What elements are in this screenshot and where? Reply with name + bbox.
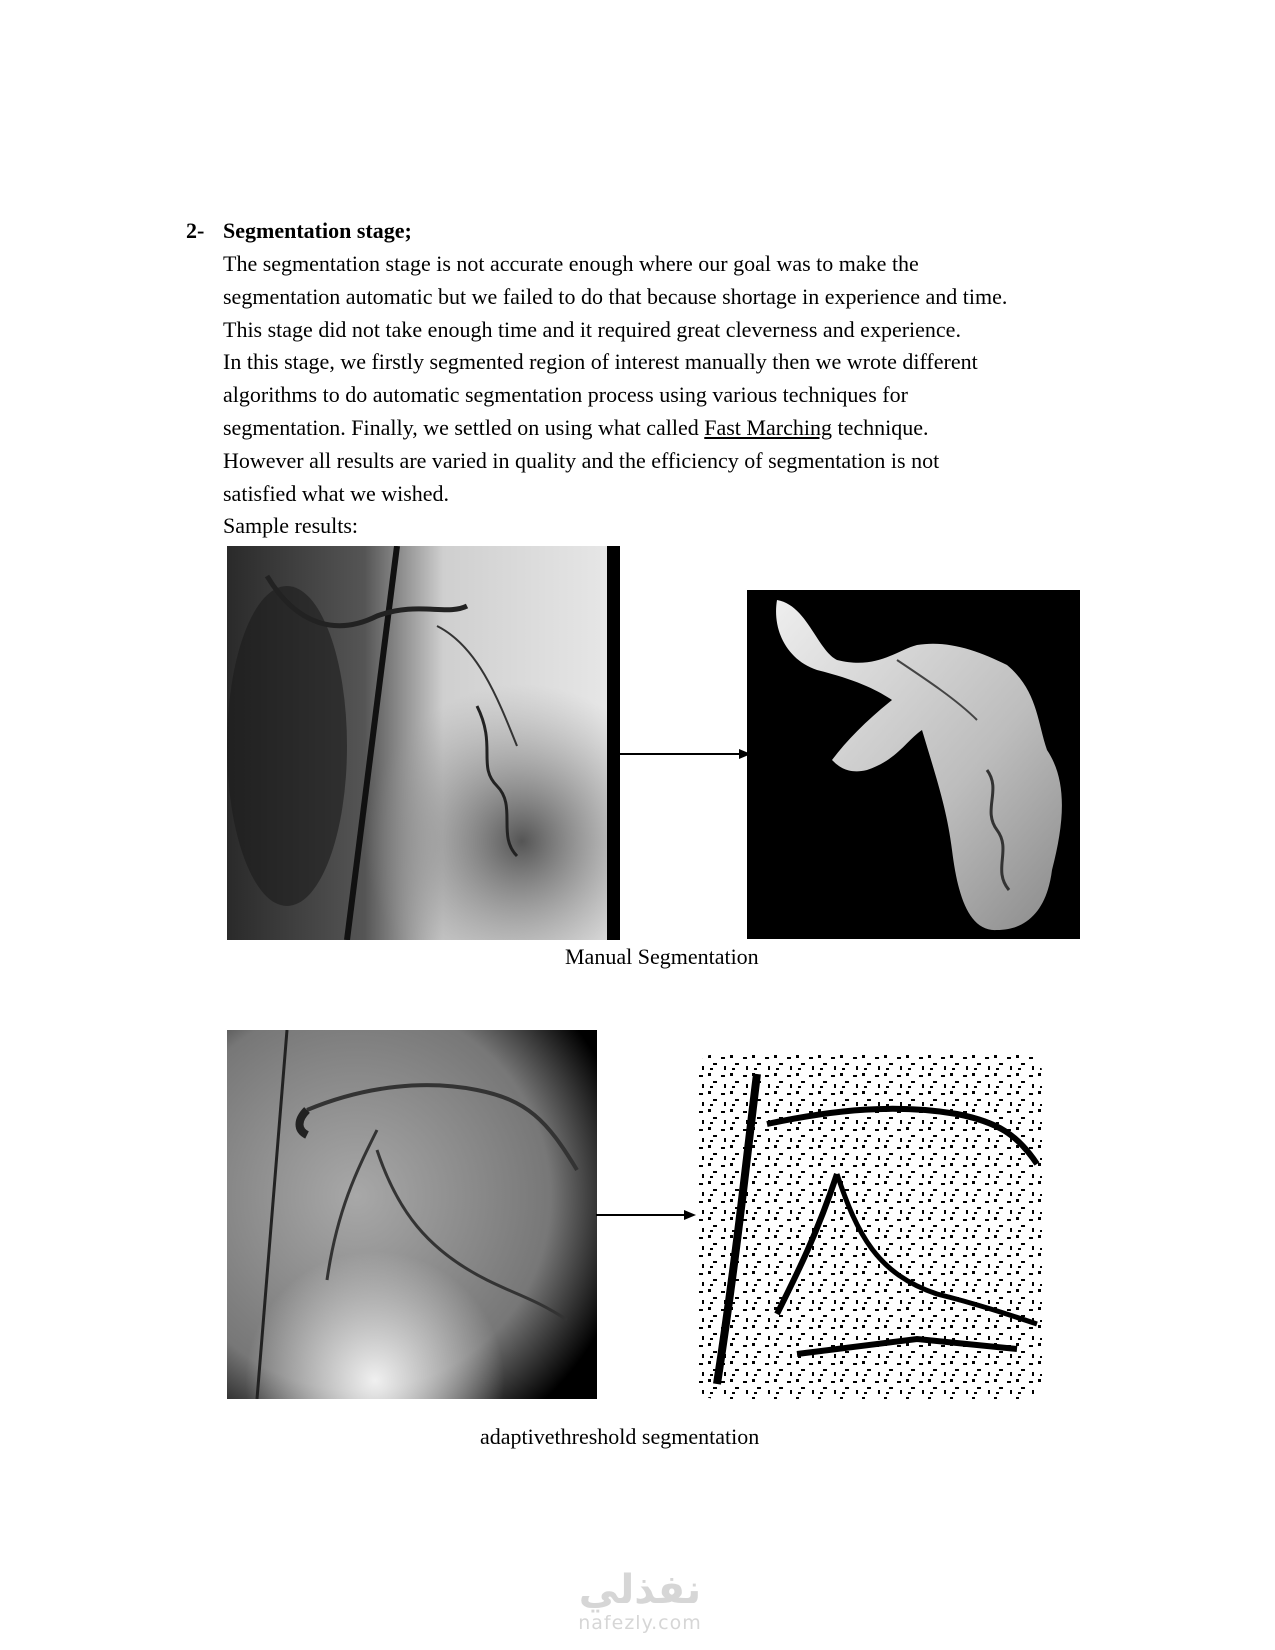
paragraph-text: segmentation. Finally, we settled on using what called bbox=[223, 414, 705, 440]
angiogram-original-image bbox=[227, 546, 620, 940]
watermark-url-text: nafezly.com bbox=[578, 1612, 702, 1634]
paragraph-line: algorithms to do automatic segmentation process using various techniques for bbox=[223, 382, 908, 408]
paragraph-line bbox=[223, 412, 1123, 445]
paragraph-line: satisfied what we wished. bbox=[223, 480, 450, 506]
watermark-logo bbox=[560, 1568, 720, 1634]
arrow-right-icon bbox=[596, 1207, 696, 1223]
fast-marching-link[interactable]: Fast Marching bbox=[704, 414, 832, 440]
manual-segmentation-image bbox=[747, 590, 1080, 939]
paragraph-line: Sample results: bbox=[223, 513, 359, 539]
section-paragraph bbox=[223, 248, 1123, 543]
manual-segmentation-caption: Manual Segmentation bbox=[565, 944, 759, 969]
angiogram-second-image bbox=[227, 1030, 597, 1399]
adaptive-threshold-caption: adaptivethreshold segmentation bbox=[480, 1424, 760, 1449]
paragraph-line: However all results are varied in quality and the efficiency of segmentation is not bbox=[223, 447, 940, 473]
arrow-right-icon bbox=[615, 746, 751, 762]
section-title: Segmentation stage; bbox=[223, 218, 412, 243]
paragraph-line: This stage did not take enough time and it required great cleverness and experience. bbox=[223, 316, 961, 342]
paragraph-line: segmentation automatic but we failed to do that because shortage in experience and time. bbox=[223, 283, 1008, 309]
paragraph-text: technique. bbox=[831, 414, 929, 440]
paragraph-line: In this stage, we firstly segmented region of interest manually then we wrote different bbox=[223, 349, 978, 375]
adaptive-threshold-image bbox=[697, 1054, 1042, 1399]
section-number: 2- bbox=[186, 218, 205, 243]
paragraph-line: The segmentation stage is not accurate enough where our goal was to make the bbox=[223, 251, 919, 276]
watermark-arabic-text: نفذلي bbox=[578, 1567, 702, 1613]
